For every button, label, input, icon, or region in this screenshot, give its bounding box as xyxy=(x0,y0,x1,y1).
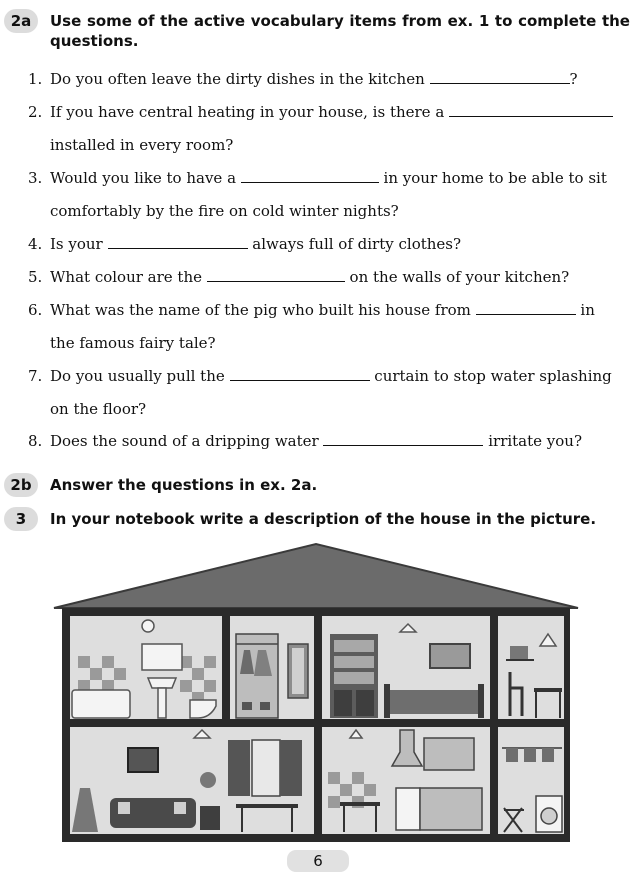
answer-blank[interactable] xyxy=(207,266,345,282)
question-text: Do you often leave the dirty dishes in the kitchen xyxy=(50,70,430,88)
question-text: Does the sound of a dripping water xyxy=(50,432,324,450)
question-number: 2. xyxy=(28,103,43,121)
kitchen-counter xyxy=(420,788,482,830)
kitchen xyxy=(322,727,490,834)
exercise-badge-2a: 2a xyxy=(4,9,38,33)
question-number: 1. xyxy=(28,70,43,88)
answer-blank[interactable] xyxy=(108,233,248,249)
question-number: 8. xyxy=(28,432,43,450)
hanging-clothes xyxy=(506,748,554,762)
bathroom xyxy=(70,616,222,719)
sink xyxy=(148,678,176,688)
question-3-continuation: comfortably by the fire on cold winter nights? xyxy=(50,202,399,220)
question-4 xyxy=(28,233,632,255)
question-number: 6. xyxy=(28,301,43,319)
question-8 xyxy=(28,430,632,452)
bathroom-lamp xyxy=(142,620,154,632)
question-number: 7. xyxy=(28,367,43,385)
answer-blank[interactable] xyxy=(449,101,613,117)
question-text: Do you usually pull the xyxy=(50,367,230,385)
answer-blank[interactable] xyxy=(230,365,370,381)
question-5 xyxy=(28,266,632,288)
question-text-end: on the walls of your kitchen? xyxy=(344,268,570,286)
laundry-room xyxy=(498,727,564,834)
flower xyxy=(200,772,216,788)
question-2 xyxy=(28,101,632,123)
question-text-end: curtain to stop water splashing xyxy=(369,367,612,385)
exercise-2a-instruction: Use some of the active vocabulary items from ex. 1 to complete the questions. xyxy=(50,12,630,50)
question-3 xyxy=(28,167,632,189)
question-text: Is your xyxy=(50,235,108,253)
question-text-end: in your home to be able to sit xyxy=(378,169,607,187)
question-text-end: always full of dirty clothes? xyxy=(247,235,462,253)
shelf-items xyxy=(510,646,528,660)
answer-blank[interactable] xyxy=(323,430,483,446)
question-text-end: ? xyxy=(569,70,578,88)
table xyxy=(236,804,298,808)
question-text: What was the name of the pig who built his house from xyxy=(50,301,476,319)
bathtub xyxy=(72,690,130,718)
bed xyxy=(386,690,482,714)
exercise-2b-instruction: Answer the questions in ex. 2a. xyxy=(50,476,318,494)
oven xyxy=(396,788,420,830)
question-1 xyxy=(28,68,632,90)
question-number: 4. xyxy=(28,235,43,253)
window xyxy=(252,740,280,796)
answer-blank[interactable] xyxy=(241,167,379,183)
side-table xyxy=(200,806,220,830)
curtain-left xyxy=(228,740,250,796)
bathroom-mirror xyxy=(142,644,182,670)
exercise-badge-3: 3 xyxy=(4,507,38,531)
question-text-end: in xyxy=(575,301,595,319)
question-2-continuation: installed in every room? xyxy=(50,136,234,154)
living-room-picture xyxy=(128,748,158,772)
living-room xyxy=(70,727,314,834)
question-text: Would you like to have a xyxy=(50,169,241,187)
question-number: 3. xyxy=(28,169,43,187)
question-6 xyxy=(28,299,632,321)
page-number: 6 xyxy=(287,850,349,872)
roof xyxy=(54,544,578,608)
kitchen-cupboards xyxy=(424,738,474,770)
house-cross-section-illustration xyxy=(50,540,582,842)
exercise-3-instruction: In your notebook write a description of the house in the picture. xyxy=(50,510,597,528)
answer-blank[interactable] xyxy=(476,299,576,315)
question-text-end: irritate you? xyxy=(483,432,583,450)
kitchen-table xyxy=(340,802,380,806)
answer-blank[interactable] xyxy=(430,68,570,84)
question-number: 5. xyxy=(28,268,43,286)
question-text: What colour are the xyxy=(50,268,207,286)
question-6-continuation: the famous fairy tale? xyxy=(50,334,216,352)
question-7-continuation: on the floor? xyxy=(50,400,147,418)
question-7 xyxy=(28,365,632,387)
curtain-right xyxy=(280,740,302,796)
question-text: If you have central heating in your house, is there a xyxy=(50,103,450,121)
wardrobe-room xyxy=(230,616,314,719)
exercise-badge-2b: 2b xyxy=(4,473,38,497)
desk xyxy=(534,688,562,692)
bedroom-picture xyxy=(430,644,470,668)
study xyxy=(498,616,564,719)
bedroom xyxy=(322,616,490,719)
